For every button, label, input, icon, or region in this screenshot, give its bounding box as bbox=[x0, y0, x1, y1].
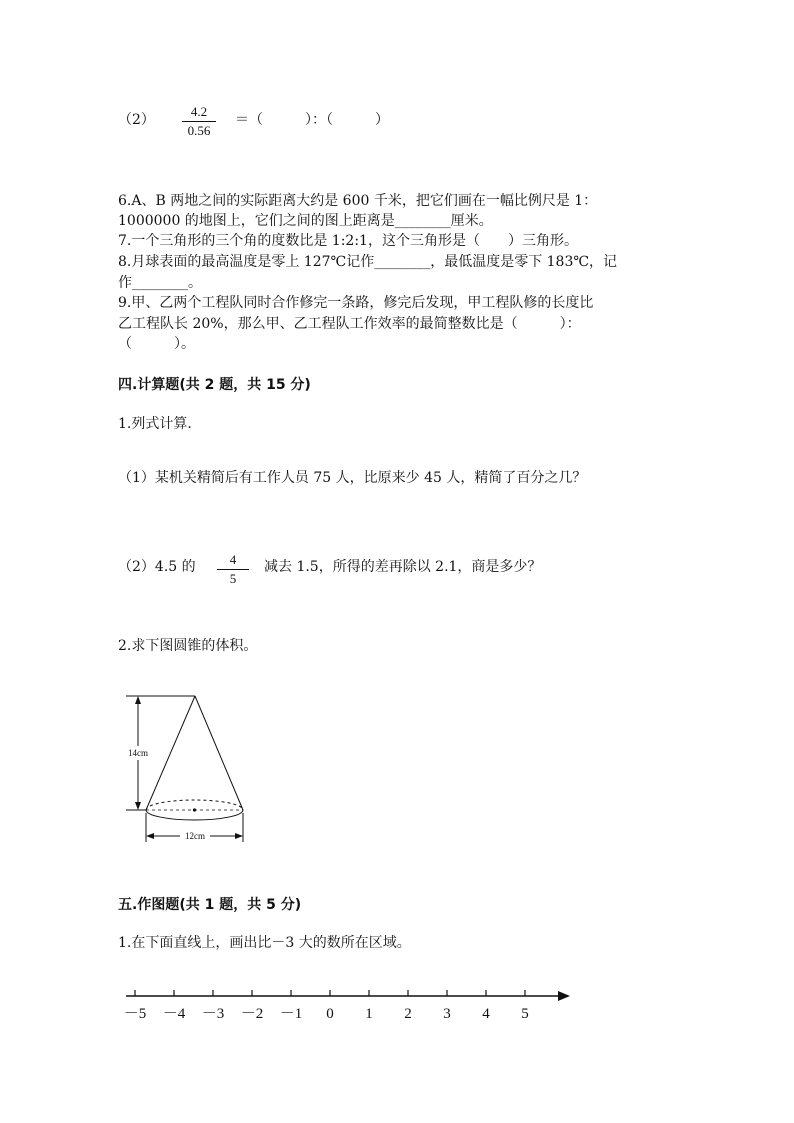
arrow-left-icon bbox=[146, 833, 154, 839]
cone-left-side bbox=[146, 696, 195, 810]
number-line-tick-label: －2 bbox=[240, 1006, 264, 1022]
number-line-tick-label: 5 bbox=[521, 1006, 529, 1022]
number-line-tick-label: 1 bbox=[365, 1006, 373, 1022]
cone-figure bbox=[118, 686, 258, 846]
q7-text: 7.一个三角形的三个角的度数比是 1:2:1，这个三角形是（ ）三角形。 bbox=[118, 233, 578, 249]
arrow-right-icon bbox=[235, 833, 243, 839]
section4-heading: 四.计算题(共 2 题，共 15 分) bbox=[118, 377, 311, 393]
number-line-tick-label: －5 bbox=[123, 1006, 147, 1022]
section5-q1-title: 1.在下面直线上，画出比－3 大的数所在区域。 bbox=[118, 935, 411, 951]
number-line-tick-label: －3 bbox=[201, 1006, 225, 1022]
q8-line1: 8.月球表面的最高温度是零上 127℃记作________，最低温度是零下 183℃，记 bbox=[118, 254, 618, 270]
number-line-ticks bbox=[124, 990, 529, 1022]
section5-heading: 五.作图题(共 1 题，共 5 分) bbox=[118, 897, 302, 913]
section4-fraction-numerator: 4 bbox=[229, 552, 237, 567]
section4-fraction-denominator: 5 bbox=[229, 571, 237, 586]
q5-part2-label: （2） bbox=[118, 112, 155, 128]
q5-fraction-numerator: 4.2 bbox=[190, 104, 208, 119]
section4-q2-title: 2.求下图圆锥的体积。 bbox=[118, 638, 258, 654]
q8-line2: 作________。 bbox=[118, 275, 202, 291]
diameter-label: 12cm bbox=[185, 831, 205, 841]
section4-q1-part2-rest: 减去 1.5，所得的差再除以 2.1，商是多少？ bbox=[264, 559, 542, 575]
number-line bbox=[118, 980, 578, 1030]
section4-fraction bbox=[217, 552, 249, 587]
number-line-tick-label: 0 bbox=[326, 1006, 334, 1022]
number-line-tick-label: －4 bbox=[162, 1006, 186, 1022]
number-line-tick-label: 2 bbox=[404, 1006, 412, 1022]
section4-q1-part2-label: （2）4.5 的 bbox=[118, 559, 196, 575]
arrow-up-icon bbox=[135, 696, 141, 704]
number-line-tick-label: 4 bbox=[482, 1006, 490, 1022]
section4-q1-part1: （1）某机关精简后有工作人员 75 人，比原来少 45 人，精简了百分之几？ bbox=[118, 470, 587, 486]
arrow-down-icon bbox=[135, 802, 141, 810]
number-line-tick-label: －1 bbox=[279, 1006, 303, 1022]
q5-part2-blanks: ＝（ ）：（ ） bbox=[235, 112, 389, 128]
number-line-tick-label: 3 bbox=[443, 1006, 451, 1022]
q9-line2: 乙工程队长 20%，那么甲、乙工程队工作效率的最简整数比是（ ）： bbox=[118, 316, 581, 332]
fraction-bar bbox=[217, 569, 249, 570]
cone-right-side bbox=[195, 696, 243, 810]
height-label: 14cm bbox=[128, 748, 148, 758]
fraction-bar bbox=[182, 121, 216, 122]
q9-line3: （ ）。 bbox=[118, 336, 195, 352]
q5-fraction bbox=[182, 104, 216, 139]
q6-line2: 1000000 的地图上，它们之间的图上距离是________厘米。 bbox=[118, 213, 493, 229]
q9-line1: 9.甲、乙两个工程队同时合作修完一条路，修完后发现，甲工程队修的长度比 bbox=[118, 295, 594, 311]
arrow-right-icon bbox=[558, 991, 570, 1001]
q5-fraction-denominator: 0.56 bbox=[187, 123, 211, 138]
section4-q1-title: 1.列式计算. bbox=[118, 416, 192, 432]
cone-center-point bbox=[193, 808, 196, 811]
q6-line1: 6.A、B 两地之间的实际距离大约是 600 千米，把它们画在一幅比例尺是 1： bbox=[118, 193, 598, 209]
